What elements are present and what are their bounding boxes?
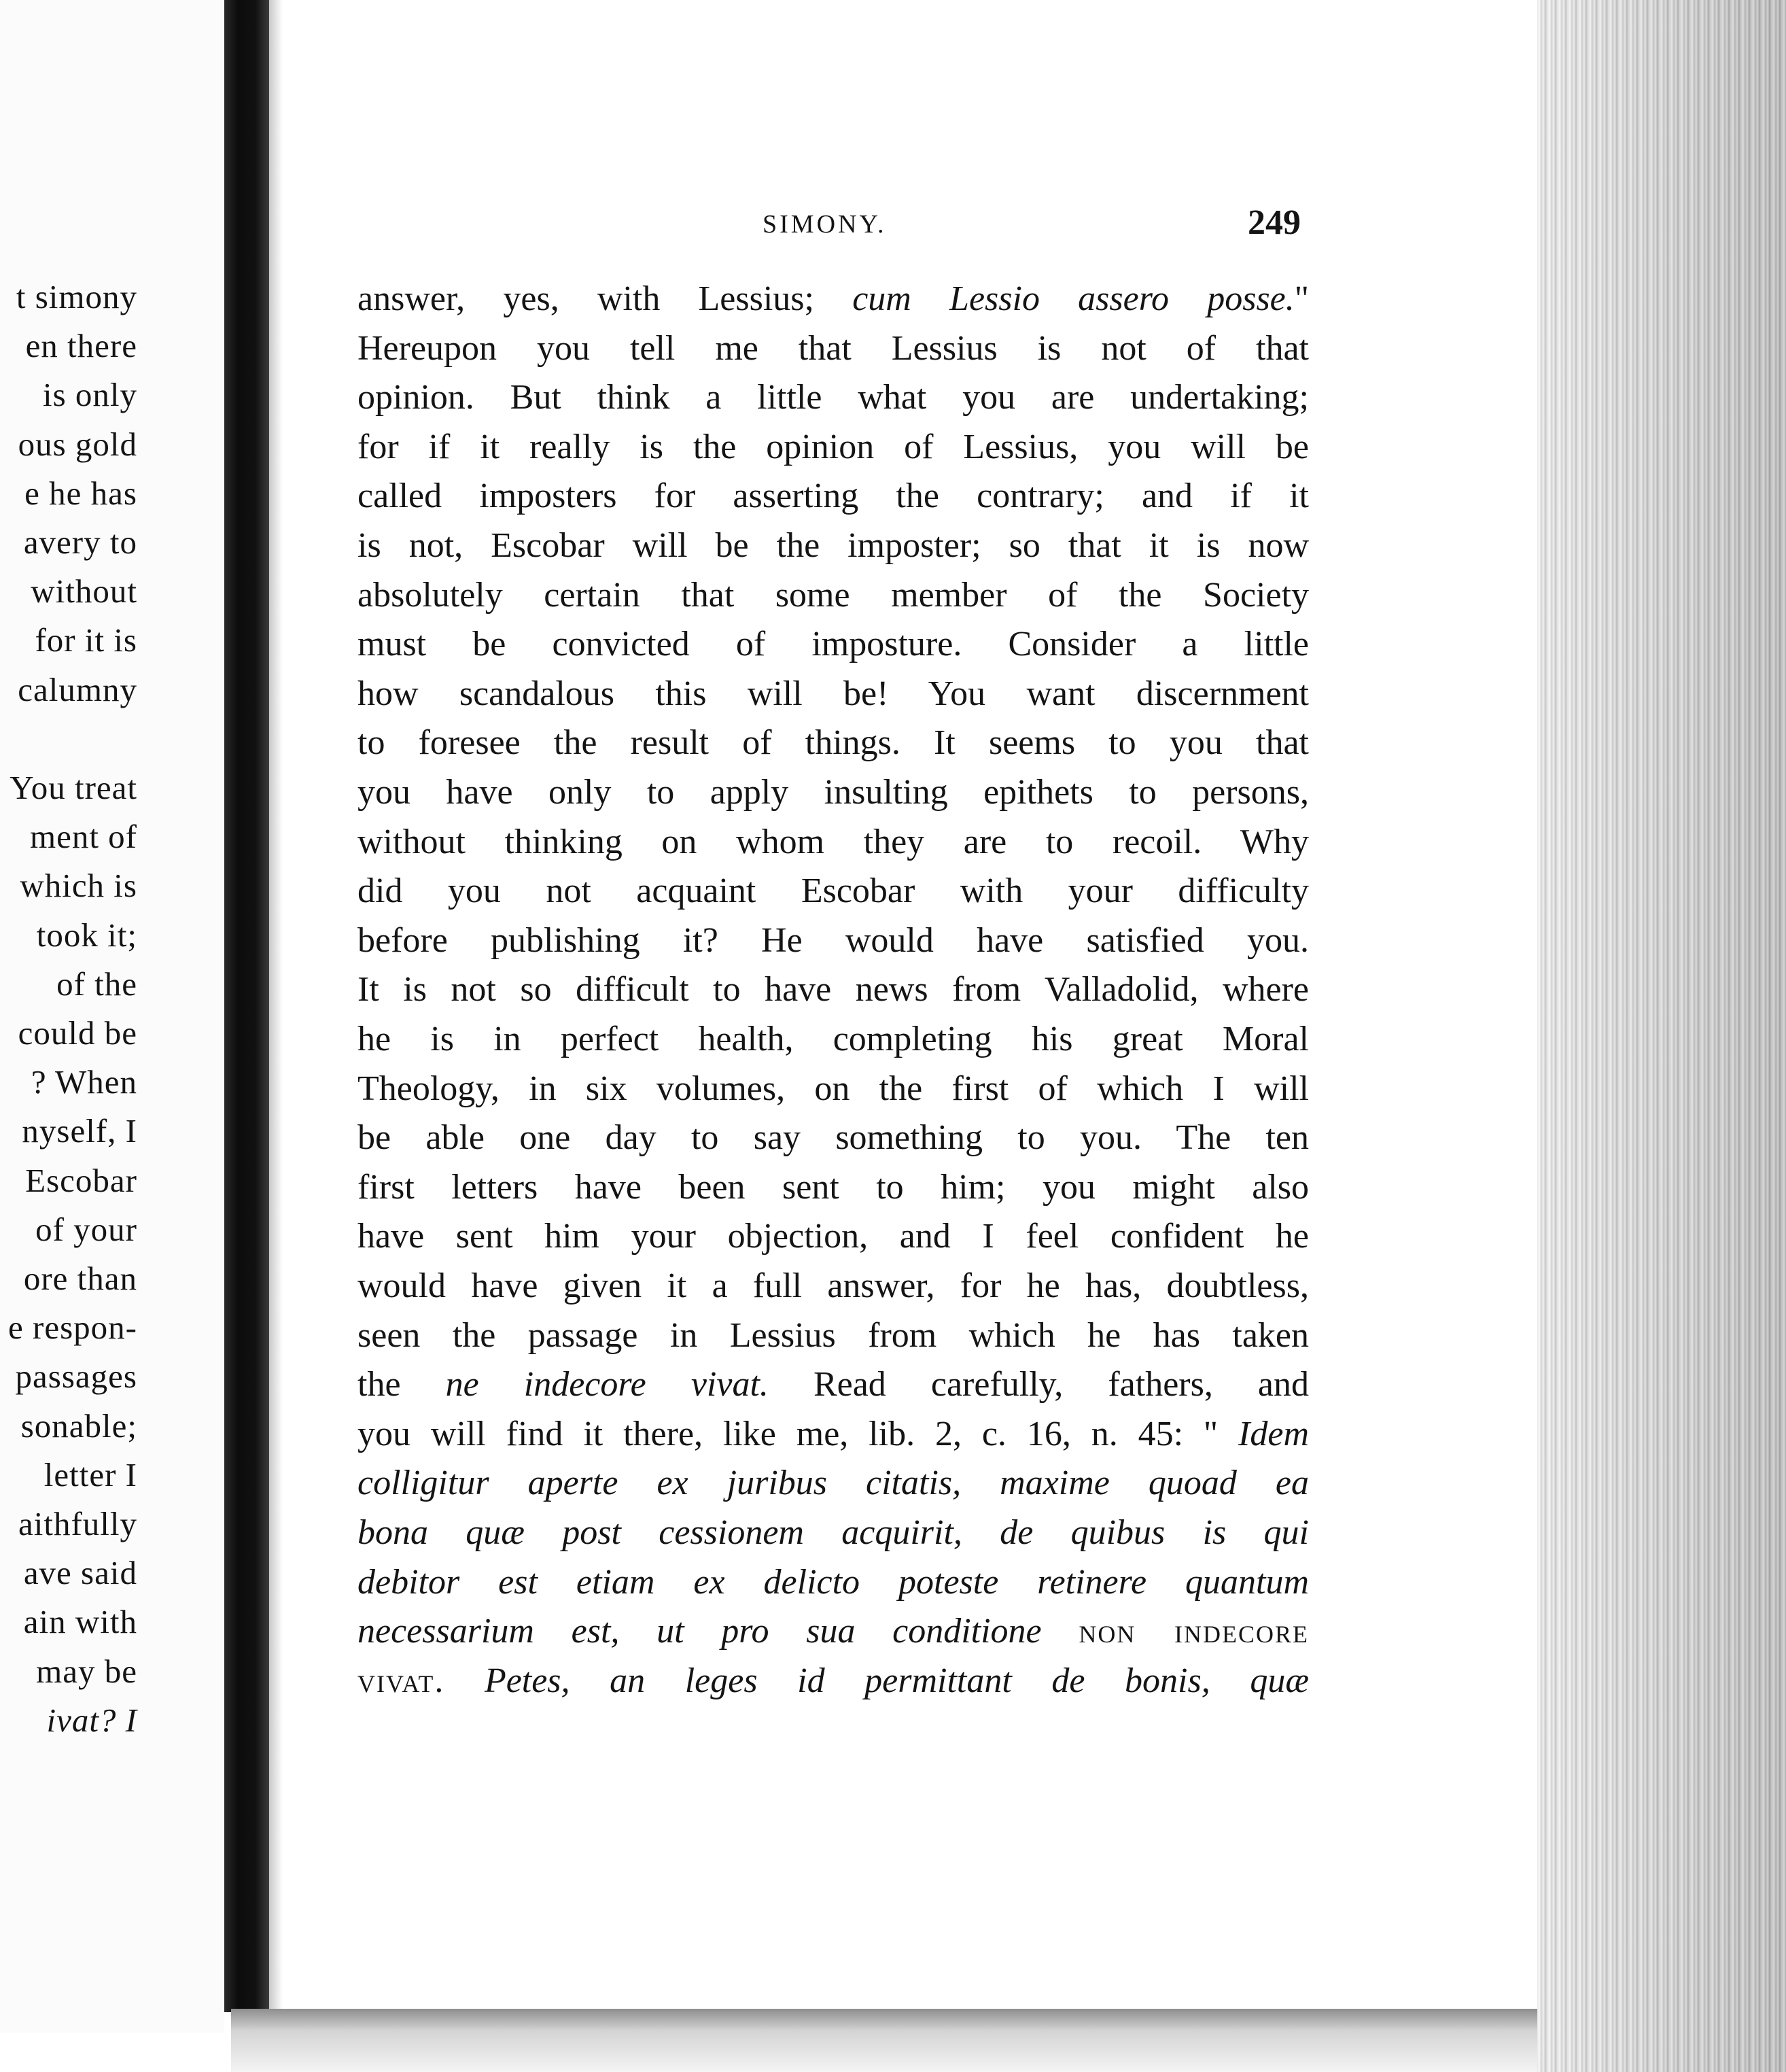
left-page-line: could be <box>18 1014 137 1052</box>
body-line <box>357 1414 1309 1455</box>
roman-run: without thinking on whom they are to recoil. Why <box>357 822 1309 861</box>
roman-run: the <box>357 1365 446 1404</box>
body-line <box>357 674 1309 714</box>
roman-run: how scandalous this will be! You want discernment <box>357 674 1309 713</box>
italic-run: colligitur aperte ex juribus citatis, maxime quoad ea <box>357 1464 1309 1503</box>
small-caps-run: vivat. <box>357 1661 445 1700</box>
roman-run: Theology, in six volumes, on the first of which I will <box>357 1069 1309 1108</box>
left-page-line: nyself, I <box>22 1112 137 1150</box>
left-page-line: t simony <box>16 278 137 315</box>
left-page-line: Escobar <box>25 1161 137 1199</box>
roman-run: opinion. But think a little what you are undertaking; <box>357 378 1309 417</box>
roman-run: called imposters for asserting the contrary; and if it <box>357 477 1309 516</box>
roman-run: did you not acquaint Escobar with your difficulty <box>357 871 1309 911</box>
italic-run: ne indecore vivat. <box>445 1365 769 1404</box>
roman-run: have sent him your objection, and I feel confident he <box>357 1217 1309 1256</box>
roman-run: " <box>1294 279 1309 318</box>
body-line <box>357 377 1309 418</box>
left-page-line: ment of <box>29 818 137 856</box>
roman-run: before publishing it? He would have satisfied you. <box>357 920 1309 960</box>
body-line <box>357 969 1309 1010</box>
roman-run: you have only to apply insulting epithets to persons, <box>357 773 1309 812</box>
left-page-line: ? When <box>31 1063 137 1101</box>
roman-run: seen the passage in Lessius from which he has taken <box>357 1315 1309 1355</box>
body-line <box>357 1661 1309 1702</box>
roman-run: would have given it a full answer, for he has, doubtless, <box>357 1266 1309 1305</box>
left-page-line: ave said <box>23 1554 137 1592</box>
left-page-line: ivat? I <box>46 1701 137 1739</box>
roman-run: he is in perfect health, completing his great Moral <box>357 1020 1309 1058</box>
left-page-line: en there <box>25 327 137 365</box>
roman-run: It is not so difficult to have news from Valladolid, where <box>357 970 1309 1009</box>
roman-run: for if it really is the opinion of Lessius, you will be <box>357 427 1309 466</box>
running-title: SIMONY. <box>763 210 887 239</box>
left-page-line: e he has <box>24 474 137 512</box>
left-page-line: avery to <box>23 523 137 561</box>
body-line <box>357 525 1309 566</box>
body-line <box>357 871 1309 912</box>
left-page-line: took it; <box>36 916 137 954</box>
body-line <box>357 328 1309 369</box>
body-line <box>357 1167 1309 1208</box>
roman-run: absolutely certain that some member of the Society <box>357 575 1309 615</box>
left-page-line: You treat <box>10 769 137 806</box>
roman-run: must be convicted of imposture. Consider a little <box>357 625 1309 664</box>
page-bottom-edge <box>231 2009 1543 2072</box>
body-line <box>357 1611 1309 1652</box>
left-page-line: of the <box>56 965 137 1003</box>
body-line <box>357 1463 1309 1504</box>
italic-run: Idem <box>1238 1414 1309 1453</box>
roman-run: Read carefully, fathers, and <box>768 1365 1309 1404</box>
left-page-line: without <box>31 572 137 610</box>
body-line <box>357 1118 1309 1158</box>
gutter-shadow <box>269 0 283 2012</box>
italic-run: necessarium est, ut pro sua conditione <box>357 1612 1079 1651</box>
roman-run: answer, yes, with Lessius; <box>357 279 853 318</box>
book-gutter <box>224 0 269 2012</box>
italic-run: debitor est etiam ex delicto poteste retinere quantum <box>357 1562 1309 1602</box>
left-page-line: sonable; <box>20 1406 137 1445</box>
roman-run: Hereupon you tell me that Lessius is not of that <box>357 328 1309 368</box>
body-line <box>357 772 1309 813</box>
left-page-line: calumny <box>18 670 137 708</box>
body-line <box>357 723 1309 763</box>
body-line <box>357 575 1309 616</box>
italic-run: Petes, an leges id permittant de bonis, quæ <box>484 1661 1310 1700</box>
left-page-line: aithfully <box>18 1505 137 1542</box>
small-caps-run: non indecore <box>1079 1612 1309 1651</box>
roman-run: first letters have been sent to him; you might also <box>357 1167 1309 1207</box>
left-page-line: passages <box>15 1358 137 1396</box>
body-line <box>357 1069 1309 1109</box>
roman-run <box>444 1661 485 1700</box>
body-line <box>357 920 1309 961</box>
body-line <box>357 1216 1309 1257</box>
italic-run: bona quæ post cessionem acquirit, de quibus is qui <box>357 1513 1309 1552</box>
body-line <box>357 624 1309 665</box>
body-line <box>357 476 1309 517</box>
left-page-line: for it is <box>35 621 137 659</box>
left-page-line: which is <box>20 867 137 905</box>
left-page-line: e respon- <box>8 1309 137 1347</box>
body-line <box>357 427 1309 468</box>
roman-run: you will find it there, like me, lib. 2, c. 16, n. 45: " <box>357 1414 1239 1453</box>
left-page-line: ain with <box>23 1603 137 1641</box>
left-page-line: may be <box>36 1652 137 1690</box>
italic-run: cum Lessio assero posse. <box>852 279 1295 318</box>
left-page-line: letter I <box>43 1455 137 1493</box>
body-line <box>357 279 1309 320</box>
left-page-line: ore than <box>23 1260 137 1297</box>
body-line <box>357 822 1309 863</box>
body-line <box>357 1019 1309 1060</box>
roman-run: be able one day to say something to you. The ten <box>357 1118 1309 1158</box>
left-page-line: is only <box>42 376 137 414</box>
body-line <box>357 1562 1309 1603</box>
body-line <box>357 1266 1309 1307</box>
page-edge-stack <box>1537 0 1786 2072</box>
body-line <box>357 1315 1309 1356</box>
page-number: 249 <box>1248 203 1301 242</box>
body-line <box>357 1513 1309 1553</box>
left-facing-page <box>0 0 224 2033</box>
body-line <box>357 1364 1309 1405</box>
roman-run: to foresee the result of things. It seems to you that <box>357 723 1309 763</box>
left-page-line: of your <box>35 1210 137 1248</box>
left-page-line: ous gold <box>18 425 137 463</box>
roman-run: is not, Escobar will be the imposter; so that it is now <box>357 526 1309 565</box>
